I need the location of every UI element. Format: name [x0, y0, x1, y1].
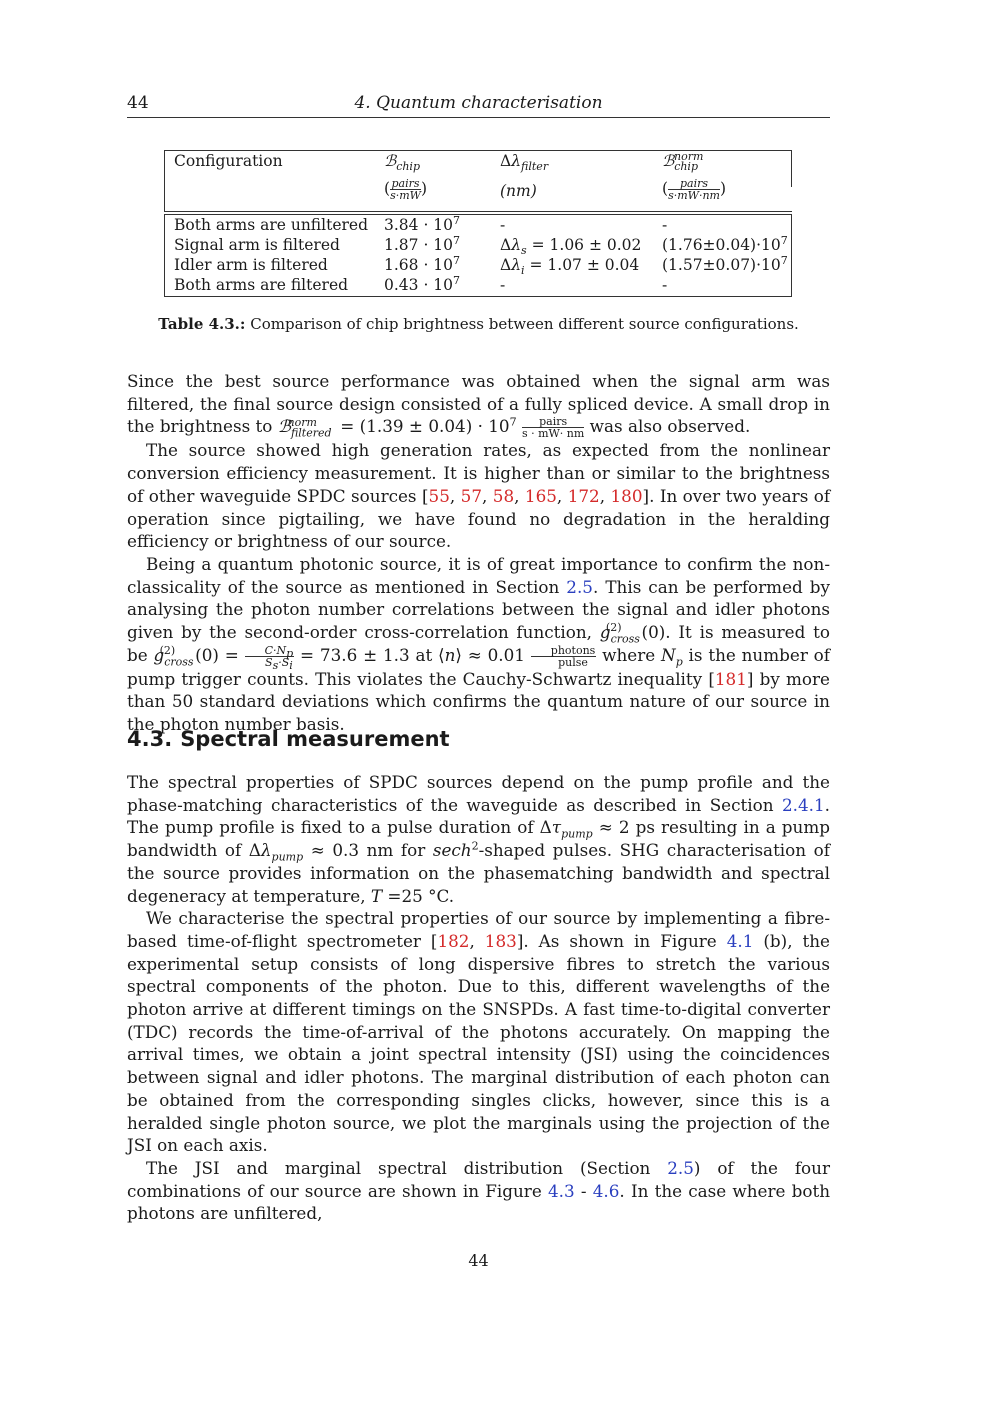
paragraph: Since the best source performance was obtained when the signal arm was filtered, the final source design consisted of a fully spliced device. A small drop in the brightness to ℬ$_{filtered}^{norm}$ = $(1.39 \pm 0.04) \cdot 10^7$ $\frac{\text{pairs}}{s \cdot mW\cdot nm}$ was also observed. [127, 371, 830, 441]
citation-link[interactable]: 57 [460, 485, 482, 506]
section-number: 4.3. [127, 727, 173, 751]
citation-link[interactable]: 55 [428, 485, 450, 506]
citation-link[interactable]: 181 [714, 668, 747, 689]
row4-dlambda: - [500, 276, 506, 294]
header-chapter-title: 4. Quantum characterisation [354, 93, 603, 113]
paragraph: The JSI and marginal spectral distribution (Section 2.5) of the four combinations of our source are shown in Figure 4.3 - 4.6. In the case where both photons are unfiltered, [127, 1157, 831, 1224]
row1-bchip: $3.84 \cdot 10^7$ [384, 213, 461, 234]
caption-label: Table 4.3.: [158, 315, 246, 333]
figure-link[interactable]: 4.1 [726, 930, 754, 951]
figure-link[interactable]: 4.3 [547, 1180, 575, 1201]
citation-link[interactable]: 58 [492, 485, 515, 506]
paragraph: Being a quantum photonic source, it is of great importance to confirm the non-classicality of the source as mentioned in Section 2.5. This can be performed by analysing the photon number correlations between the signal and idler photons given by the second-order cross-correlation function, $g_{cross}^{(2)}$ (0). It is measured to be $g_{cross}^{(2)}$ (0) = $\frac{C\cdot N_p}{S_s\cdot S_i}$ = 73.6 ± 1.3 at ⟨n⟩ ≈ 0.01 $\frac{\text{photons}}{\text{pulse}}$ where $N_p$ is the number of pump trigger counts. This violates the Cauchy-Schwartz inequality [181] by more than 50 standard deviations which confirms the quantum nature of our source in the photon number basis. [127, 553, 831, 735]
section-title: Spectral measurement [180, 727, 450, 751]
row3-bchip: $1.68 \cdot 10^7$ [384, 253, 461, 274]
table-caption [127, 315, 830, 333]
row4-config: Both arms are filtered [174, 276, 349, 294]
col-header-dlambda: $\Delta\lambda_{filter}$ [500, 152, 549, 174]
row1-config: Both arms are unfiltered [174, 216, 369, 234]
body-text-1 [127, 370, 830, 736]
citation-link[interactable]: 180 [610, 485, 643, 506]
figure-link[interactable]: 4.6 [592, 1180, 620, 1201]
row2-config: Signal arm is filtered [174, 236, 340, 254]
running-header [127, 93, 830, 118]
paragraph: The source showed high generation rates, as expected from the nonlinear conversion efficiency measurement. It is higher than or similar to the brightness of other waveguide SPDC sources [55, 57, 58, 165, 172, 180]. In over two years of operation since pigtailing, we have found no degradation in the heralding efficiency or brightness of our source. [127, 440, 831, 552]
row1-bnorm: - [662, 216, 668, 234]
header-page-number: 44 [127, 93, 149, 113]
row4-bchip: $0.43 \cdot 10^7$ [384, 273, 461, 294]
citation-link[interactable]: 183 [484, 930, 517, 951]
paragraph: The spectral properties of SPDC sources depend on the pump profile and the phase-matching characteristics of the waveguide as described in Section 2.4.1. The pump profile is fixed to a pulse duration of $\Delta\tau_{pump} \approx 2$ ps resulting in a pump bandwidth of $\Delta\lambda_{pump} \approx 0.3$ nm for sech$^2$-shaped pulses. SHG characterisation of the source provides information on the phasematching bandwidth and spectral degeneracy at temperature, T =25 °C. [127, 772, 831, 906]
section-link[interactable]: 2.4.1 [781, 794, 825, 815]
footer-page-number: 44 [468, 1251, 489, 1270]
row3-dlambda: $\Delta\lambda_i = 1.07 \pm 0.04$ [500, 256, 640, 278]
col-header-bchip: ℬ$_{chip}$ [384, 152, 420, 174]
paragraph: We characterise the spectral properties of our source by implementing a fibre-based time-of-flight spectrometer [182, 183]. As shown in Figure 4.1 (b), the experimental setup consists of long dispersive fibres to stretch the various spectral components of the photon. Due to this, different wavelengths of the photon arrive at different timings on the SNSPDs. A fast time-to-digital converter (TDC) records the time-of-arrival of the photons accurately. On mapping the arrival times, we obtain a joint spectral intensity (JSI) using the coincidences between signal and idler photons. The marginal distribution of each photon can be obtained from the corresponding singles clicks, however, since this is a heralded single photon source, we plot the marginals using the projection of the JSI on each axis. [127, 908, 830, 1156]
unit-bnorm: ( $\frac{\text{pairs}}{s\cdot mW\cdot nm}$ ) [662, 177, 727, 202]
citation-link[interactable]: 165 [524, 485, 557, 506]
section-link[interactable]: 2.5 [667, 1157, 694, 1178]
row2-dlambda: $\Delta\lambda_s = 1.06 \pm 0.02$ [500, 236, 642, 258]
section-heading [127, 727, 830, 751]
row3-bnorm: $(1.57\pm 0.07)\cdot 10^7$ [662, 253, 788, 274]
caption-text: Comparison of chip brightness between different source configurations. [250, 315, 799, 333]
row2-bnorm: $(1.76\pm 0.04)\cdot 10^7$ [662, 233, 788, 254]
row3-config: Idler arm is filtered [174, 256, 328, 274]
row1-dlambda: - [500, 216, 506, 234]
col-header-configuration: Configuration [174, 152, 283, 170]
unit-dlambda: (nm) [500, 182, 537, 200]
section-link[interactable]: 2.5 [566, 576, 593, 597]
citation-link[interactable]: 172 [567, 485, 600, 506]
unit-bchip: ( $\frac{\text{pairs}}{s\cdot mW}$ ) [384, 177, 428, 202]
row4-bnorm: - [662, 276, 668, 294]
brightness-table [164, 150, 792, 297]
body-text-2 [127, 771, 830, 1225]
row2-bchip: $1.87 \cdot 10^7$ [384, 233, 461, 254]
citation-link[interactable]: 182 [437, 930, 470, 951]
col-header-bnorm: ℬ$_{chip}^{norm}$ [662, 149, 704, 174]
